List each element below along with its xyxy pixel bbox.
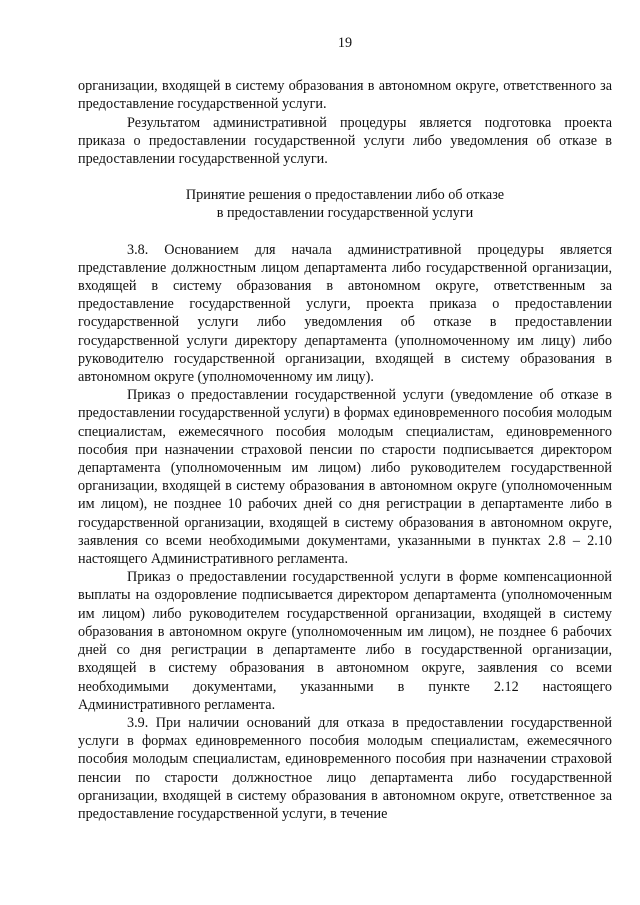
document-page [78, 34, 612, 823]
section-heading-line2: в предоставлении государственной услуги [216, 205, 474, 222]
paragraph-order-lump-sum: Приказ о предоставлении государственной услуги (уведомление об отказе в предоставлении государственной услуги) в формах единовременного пособия молодым специалистам, ежемесячного пособия молодым специалистам, единовременного пособия при назначении страховой пенсии по старости подписывается директором департамента (уполномоченным им лицом) либо руководителем государственной организации, входящей в систему образования в автономном округе (уполномоченным им лицом), не позднее 10 рабочих дней со дня регистрации в департаменте либо в государственной организации, входящей в систему образования в автономном округе, заявления со всеми необходимыми документами, указанными в пунктах 2.8 – 2.10 настоящего Административного регламента. [78, 387, 612, 568]
paragraph-continuation: организации, входящей в систему образования в автономном округе, ответственного за предоставление государственной услуги. [78, 78, 612, 113]
page-number: 19 [337, 35, 353, 51]
section-heading [78, 186, 612, 222]
paragraph-result: Результатом административной процедуры является подготовка проекта приказа о предоставлении государственной услуги либо уведомления об отказе в предоставлении государственной услуги. [78, 114, 612, 168]
paragraph-3-8: 3.8. Основанием для начала административной процедуры является представление должностным лицом департамента либо государственной организации, входящей в систему образования в автономном округе, ответственным за предоставление государственной услуги, проекта приказа о предоставлении государственной услуги либо уведомления об отказе в предоставлении государственной услуги директору департамента (уполномоченному им лицу) либо руководителю государственной организации, входящей в систему образования в автономном округе (уполномоченному им лицу). [78, 241, 612, 386]
paragraph-3-9: 3.9. При наличии оснований для отказа в предоставлении государственной услуги в формах единовременного пособия молодым специалистам, ежемесячного пособия молодым специалистам, единовременного пособия при назначении страховой пенсии по старости должностное лицо департамента либо государственной организации, входящей в систему образования в автономном округе, ответственное за предоставление государственной услуги, в течение [78, 714, 612, 822]
section-heading-line1: Принятие решения о предоставлении либо об отказе [185, 187, 505, 204]
paragraph-order-compensation: Приказ о предоставлении государственной услуги в форме компенсационной выплаты на оздоровление подписывается директором департамента (уполномоченным им лицом) либо руководителем государственной организации, входящей в систему образования в автономном округе (уполномоченным им лицом), не позднее 6 рабочих дней со дня регистрации в департаменте либо в государственной организации, входящей в систему образования в автономном округе, заявления со всеми необходимыми документами, указанными в пункте 2.12 настоящего Административного регламента. [78, 569, 612, 713]
